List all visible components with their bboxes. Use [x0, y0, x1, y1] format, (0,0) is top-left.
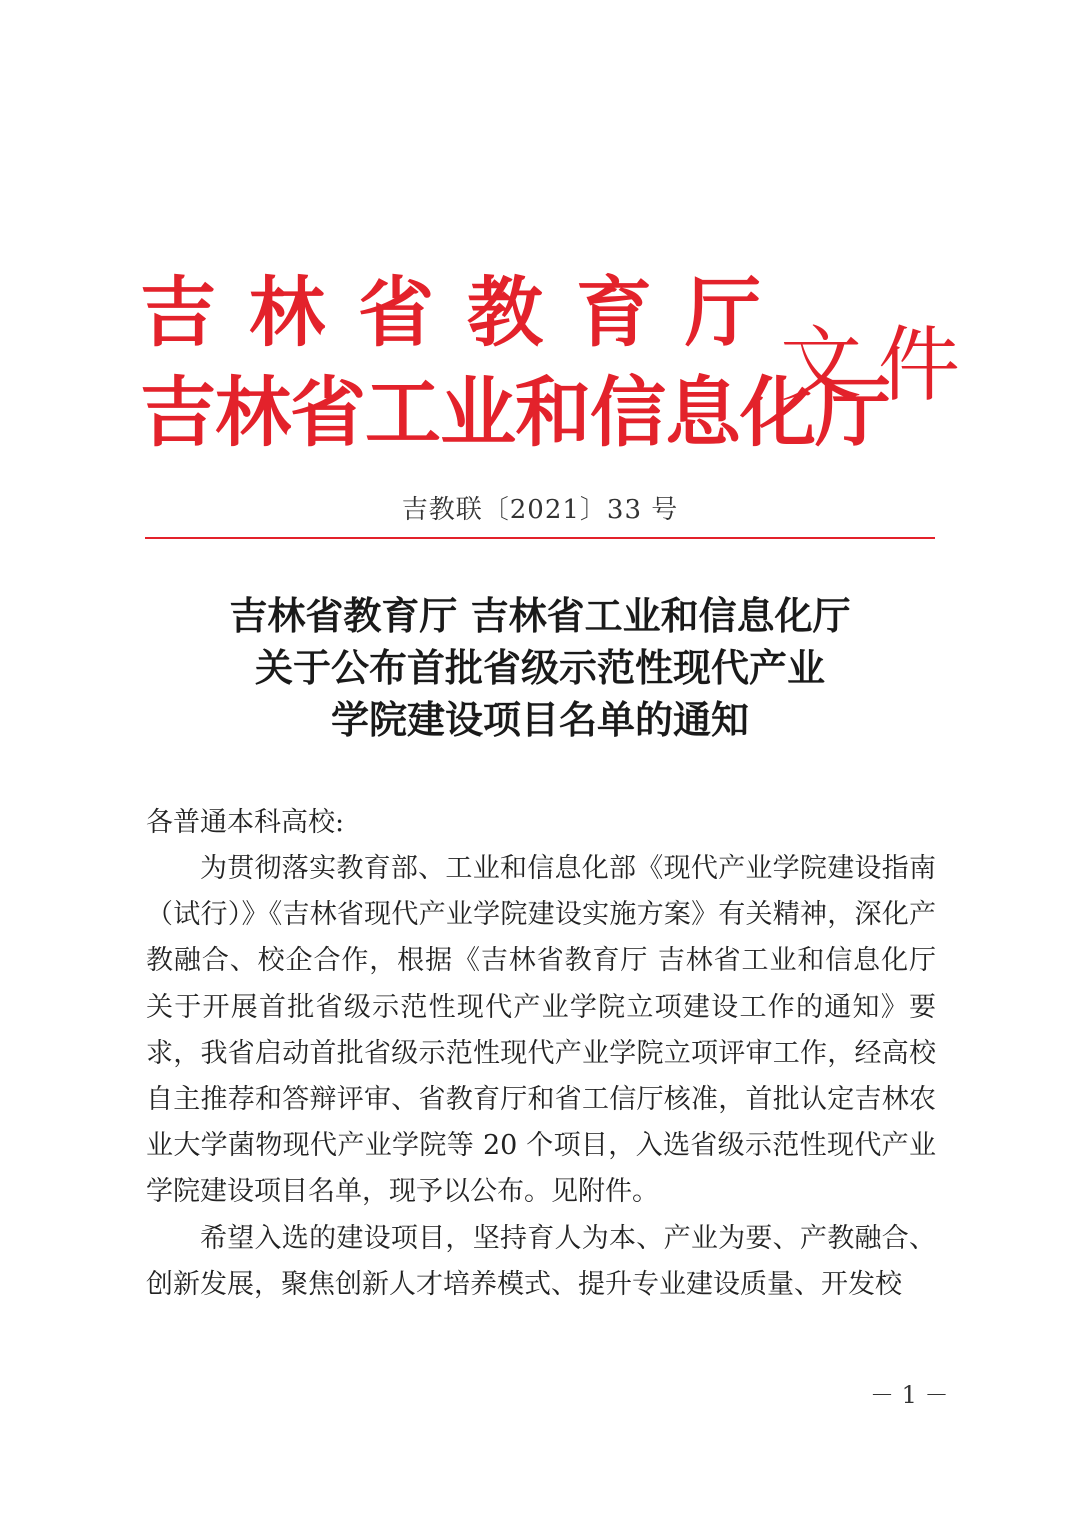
document-header [140, 268, 977, 468]
issuer-line-education: 吉林省教育厅 [140, 268, 794, 357]
title-line-1: 吉林省教育厅 吉林省工业和信息化厅 [229, 593, 851, 638]
red-divider-line [145, 537, 935, 539]
header-suffix-wenjian: 文件 [780, 318, 977, 413]
body-paragraph-2: 希望入选的建设项目，坚持育人为本、产业为要、产教融合、创新发展，聚焦创新人才培养模式、提升专业建设质量、开发校 [146, 1222, 936, 1300]
page-number: － 1 － [870, 1381, 949, 1409]
issuer-line-industry: 吉林省工业和信息化厅 [140, 368, 890, 457]
salutation: 各普通本科高校: [146, 807, 345, 838]
title-line-2: 关于公布首批省级示范性现代产业 [254, 645, 825, 690]
document-body [146, 846, 936, 1308]
document-number: 吉教联〔2021〕33 号 [401, 495, 679, 525]
title-line-3: 学院建设项目名单的通知 [330, 697, 749, 742]
body-paragraph-1: 为贯彻落实教育部、工业和信息化部《现代产业学院建设指南（试行）》《吉林省现代产业学院建设实施方案》有关精神，深化产教融合、校企合作，根据《吉林省教育厅 吉林省工业和信息化厅关于开展首批省级示范性现代产业学院立项建设工作的通知》要求，我省启动首批省级示范性现代产业学院立项评审工作，经高校自主推荐和答辩评审、省教育厅和省工信厅核准，首批认定吉林农业大学菌物现代产业学院等 20 个项目，入选省级示范性现代产业学院建设项目名单，现予以公布。见附件。 [146, 853, 936, 1208]
document-title [0, 590, 1080, 746]
